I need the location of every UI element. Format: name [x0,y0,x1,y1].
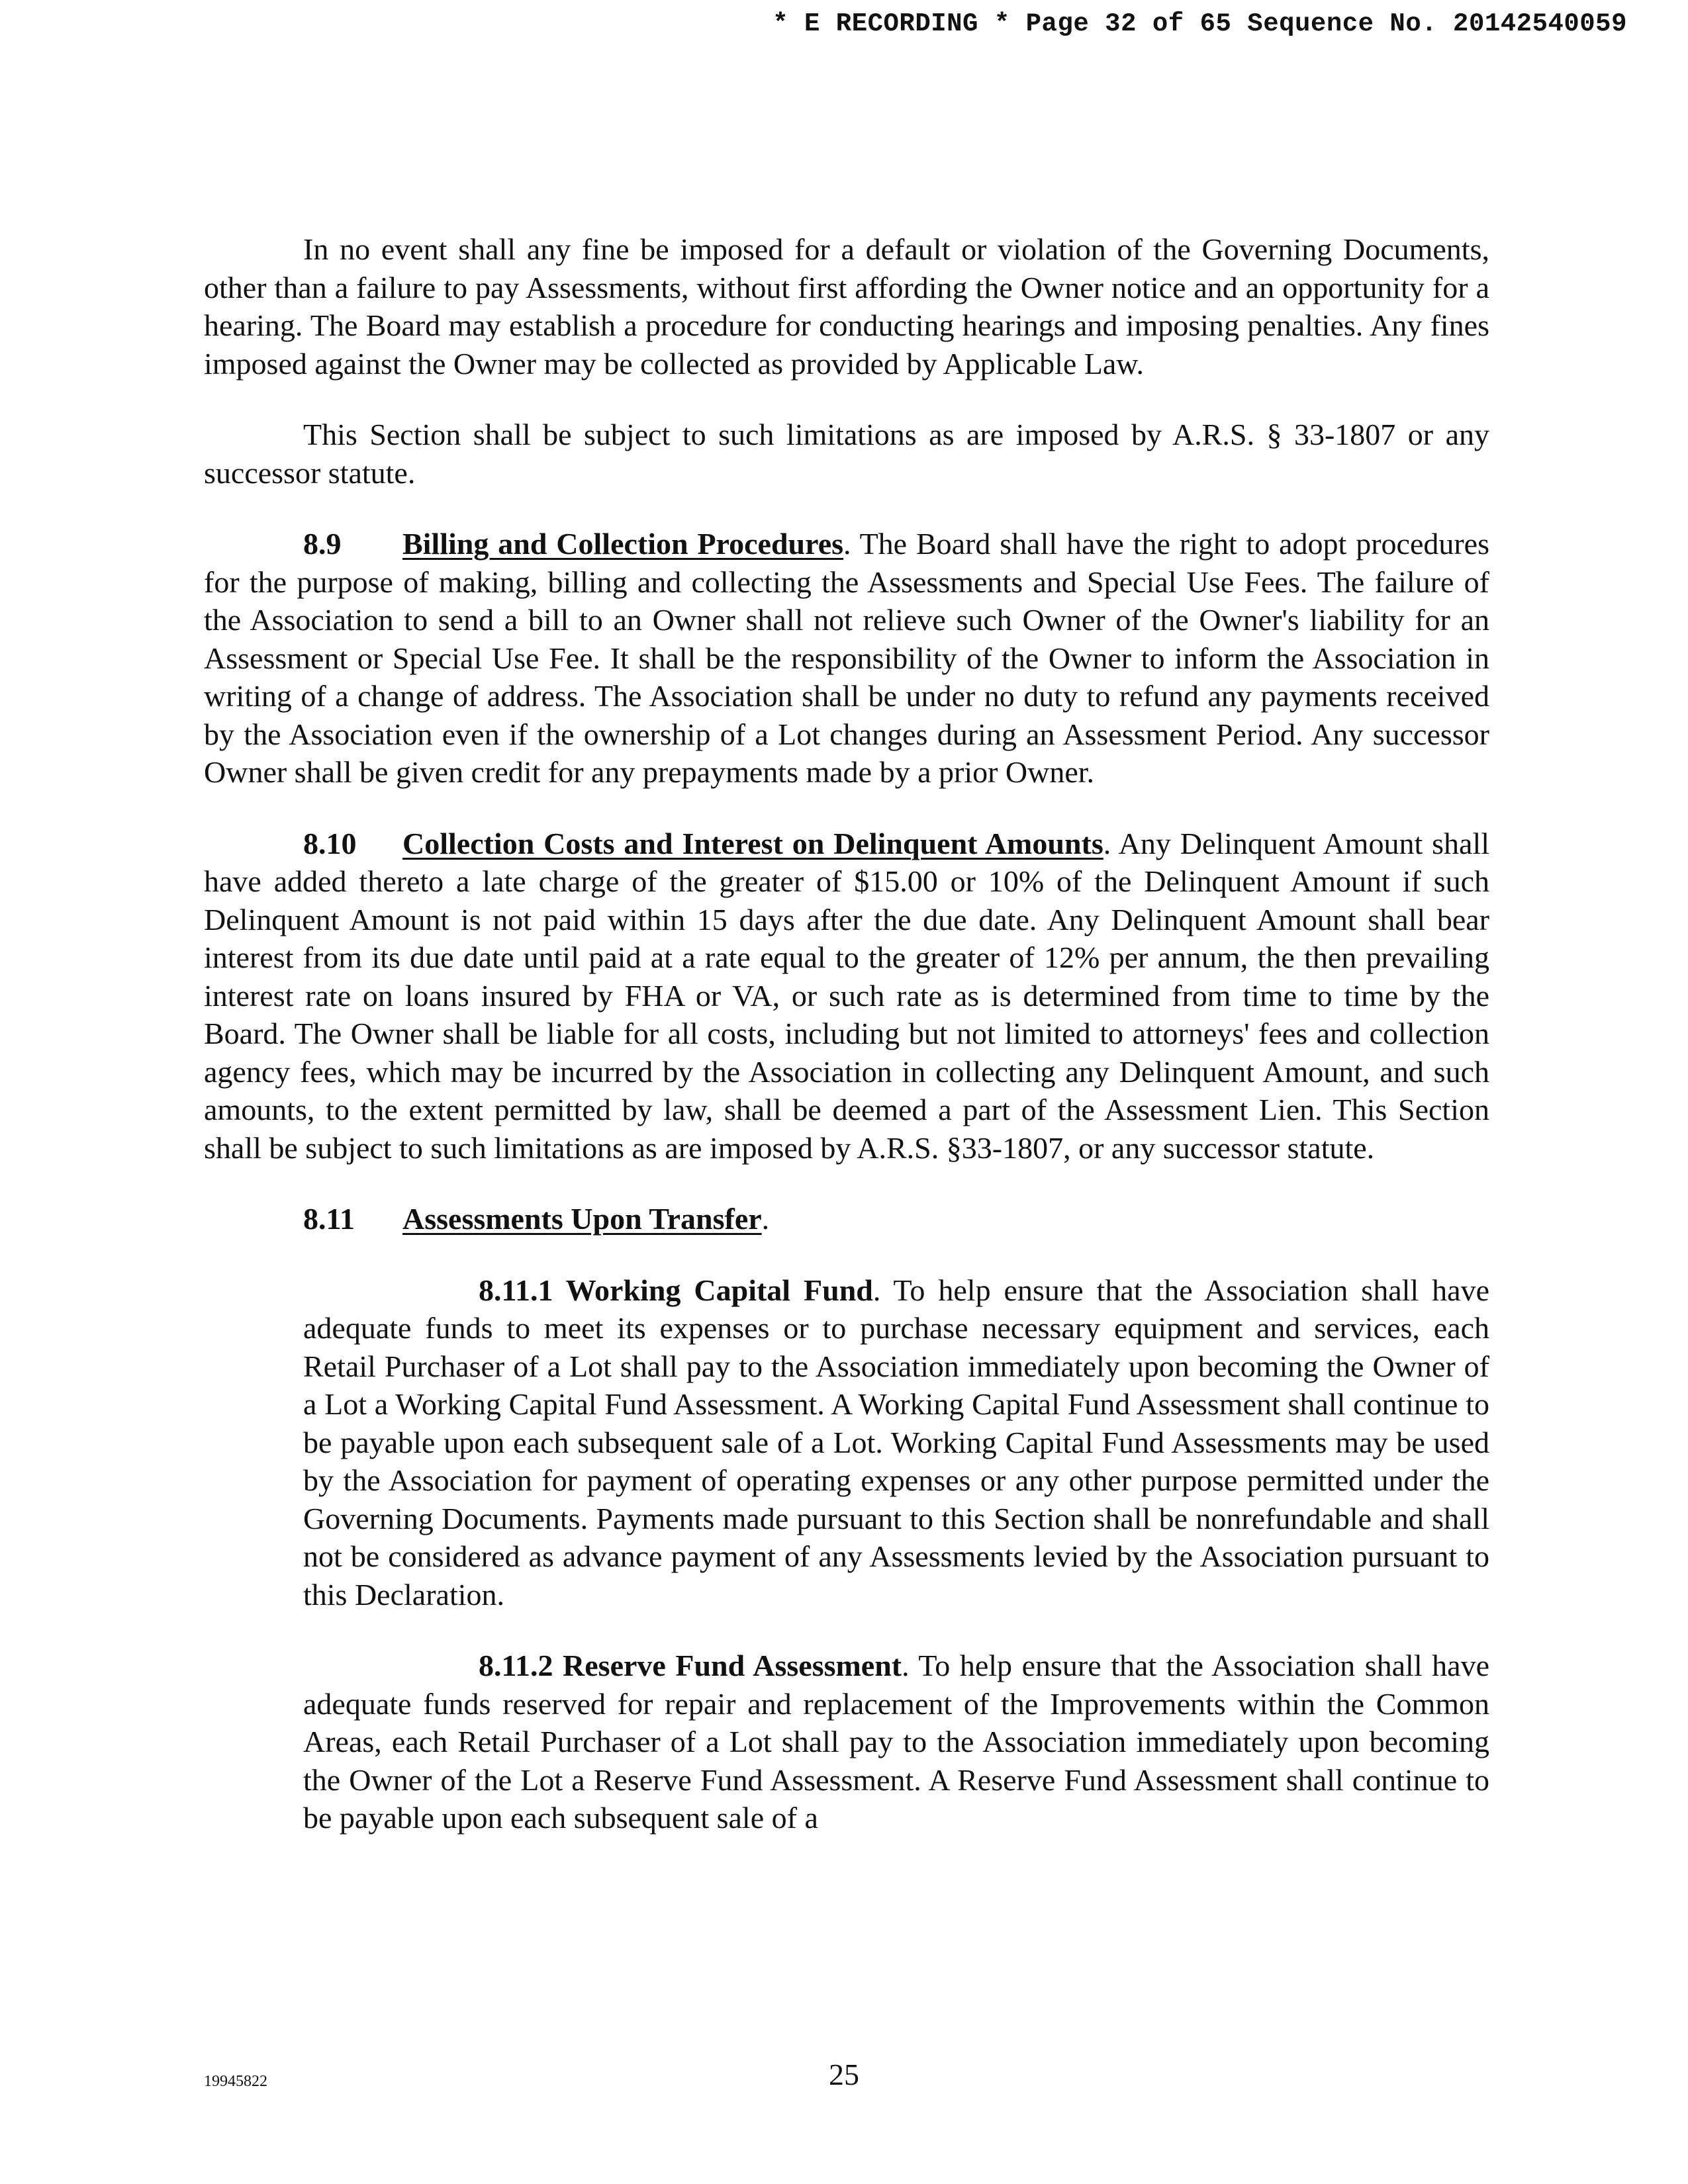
section-title: Billing and Collection Procedures [402,527,844,561]
section-text: . Any Delinquent Amount shall have added thereto a late charge of the greater of $15.00 or 10% of the Delinquent Amount if such Delinquent Amount is not paid within 15 days after the due date. Any Delinquent Amount shall bear interest from its due date until paid at a rate equal to the greater of 12% per annum, the then prevailing interest rate on loans insured by FHA or VA, or such rate as is determined from time to time by the Board. The Owner shall be liable for all costs, including but not limited to attorneys' fees and collection agency fees, which may be incurred by the Association in collecting any Delinquent Amount, and such amounts, to the extent permitted by law, shall be deemed a part of the Assessment Lien. This Section shall be subject to such limitations as are imposed by A.R.S. §33-1807, or any successor statute. [204,826,1490,1165]
subsection-text: . To help ensure that the Association shall have adequate funds to meet its expenses or to purchase necessary equipment and services, each Retail Purchaser of a Lot shall pay to the Association immediately upon becoming the Owner of a Lot a Working Capital Fund Assessment. A Working Capital Fund Assessment shall continue to be payable upon each subsequent sale of a Lot. Working Capital Fund Assessments may be used by the Association for payment of operating expenses or any other purpose permitted under the Governing Documents. Payments made pursuant to this Section shall be nonrefundable and shall not be considered as advance payment of any Assessments levied by the Association pursuant to this Declaration. [303,1273,1489,1612]
recording-stamp: * E RECORDING * Page 32 of 65 Sequence No. 20142540059 [773,9,1627,38]
section-8-10 [204,825,1489,1167]
section-text: . The Board shall have the right to adopt procedures for the purpose of making, billing and collecting the Assessments and Special Use Fees. The failure of the Association to send a bill to an Owner shall not relieve such Owner of the Owner's liability for an Assessment or Special Use Fee. It shall be the responsibility of the Owner to inform the Association in writing of a change of address. The Association shall be under no duty to refund any payments received by the Association even if the ownership of a Lot changes during an Assessment Period. Any successor Owner shall be given credit for any prepayments made by a prior Owner. [204,527,1489,789]
section-8-11-2 [303,1647,1489,1837]
section-8-11-1 [303,1271,1489,1614]
section-title: Assessments Upon Transfer [402,1202,762,1236]
section-number: 8.10 [303,826,357,860]
section-number: 8.11 [303,1202,355,1236]
section-title: Collection Costs and Interest on Delinquent Amounts [402,826,1103,860]
paragraph-limitations: This Section shall be subject to such limitations as are imposed by A.R.S. § 33-1807 or any successor statute. [204,418,1489,490]
document-id: 19945822 [204,2073,267,2090]
page-number: 25 [829,2058,859,2091]
subsection-text: . To help ensure that the Association shall have adequate funds reserved for repair and replacement of the Improvements within the Common Areas, each Retail Purchaser of a Lot shall pay to the Association immediately upon becoming the Owner of the Lot a Reserve Fund Assessment. A Reserve Fund Assessment shall continue to be payable upon each subsequent sale of a [303,1649,1489,1835]
paragraph-fines: In no event shall any fine be imposed for a default or violation of the Governing Documents, other than a failure to pay Assessments, without first affording the Owner notice and an opportunity for a hearing. The Board may establish a procedure for conducting hearings and imposing penalties. Any fines imposed against the Owner may be collected as provided by Applicable Law. [204,232,1489,381]
section-8-9 [204,525,1489,792]
section-number: 8.9 [303,527,342,561]
subsection-heading: 8.11.1 Working Capital Fund [479,1273,873,1307]
document-body [204,230,1489,1870]
subsection-heading: 8.11.2 Reserve Fund Assessment [479,1649,902,1682]
section-8-11 [303,1200,1489,1238]
section-trail: . [761,1202,770,1236]
